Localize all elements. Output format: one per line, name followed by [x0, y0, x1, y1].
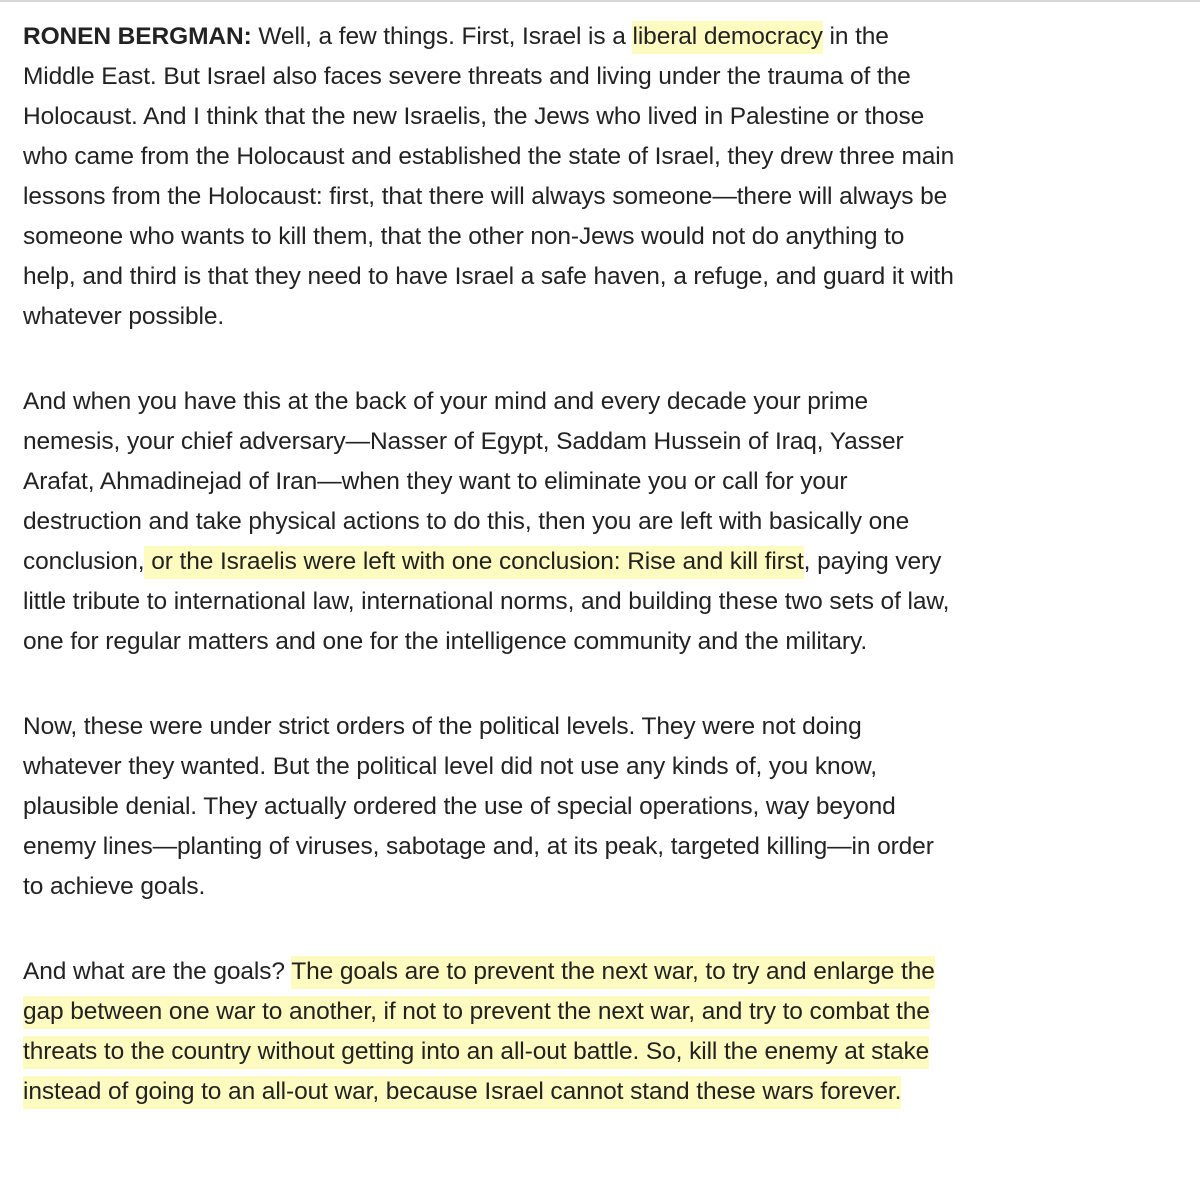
paragraph-text: , paying very little tribute to international law, international norms, and building these two sets of law, one for regular matters and one for the intelligence community and the military. — [23, 548, 950, 655]
paragraph-text: in the Middle East. But Israel also faces severe threats and living under the trauma of the Holocaust. And I think that the new Israelis, the Jews who lived in Palestine or those who came from the Holocaust and established the state of Israel, they drew three main lessons from the Holocaust: first, that there will always someone—there will always be someone who wants to kill them, that the other non-Jews would not do anything to help, and third is that they need to have Israel a safe haven, a refuge, and guard it with whatever possible. — [23, 23, 955, 330]
paragraph — [23, 382, 958, 662]
paragraph-text: Now, these were under strict orders of the political levels. They were not doing whatever they wanted. But the political level did not use any kinds of, you know, plausible denial. They actually ordered the use of special operations, way beyond enemy lines—planting of viruses, sabotage and, at its peak, targeted killing—in order to achieve goals. — [23, 713, 934, 900]
top-divider — [0, 0, 1200, 2]
paragraph — [23, 952, 958, 1112]
highlighted-text: or the Israelis were left with one conclusion: Rise and kill first — [144, 546, 803, 579]
highlighted-text: The goals are to prevent the next war, to try and enlarge the gap between one war to another, if not to prevent the next war, and try to combat the threats to the country without getting into an all-out battle. So, kill the enemy at stake instead of going to an all-out war, because Israel cannot stand these wars forever. — [23, 956, 935, 1109]
paragraph — [23, 707, 958, 907]
speaker-name: RONEN BERGMAN: — [23, 23, 252, 50]
paragraph-text: Well, a few things. First, Israel is a — [251, 23, 633, 50]
paragraph-text: And what are the goals? — [23, 958, 292, 985]
article-body — [23, 17, 958, 1157]
paragraph — [23, 17, 958, 337]
paragraph-text: And when you have this at the back of your mind and every decade your prime nemesis, your chief adversary—Nasser of Egypt, Saddam Hussein of Iraq, Yasser Arafat, Ahmadinejad of Iran—when they want to eliminate you or call for your destruction and take physical actions to do this, then you are left with basically one conclusion, — [23, 388, 910, 575]
highlighted-text: liberal democracy — [632, 21, 822, 54]
